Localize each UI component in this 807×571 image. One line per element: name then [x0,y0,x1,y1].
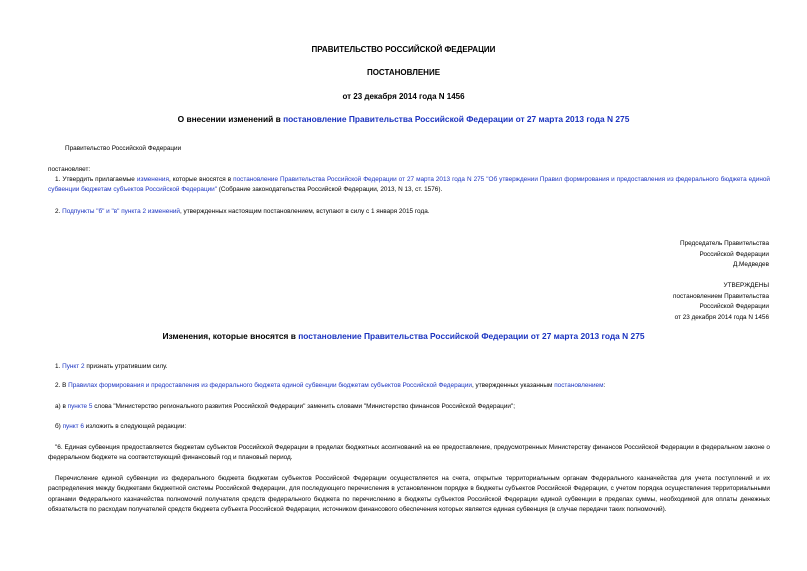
change-1 [55,362,168,372]
item-1-link-resolution[interactable]: постановление Правительства Российской Федерации от 27 марта 2013 года N 275 "Об утверждении Правил формирования и предоставления из федерального бюджета единой субвенции бюджетам субъектов Российской Федерации" [48,176,770,194]
change-2b [55,422,186,432]
approved-by: постановлением Правительства [673,292,769,300]
change-2b-text-b: изложить в следующей редакции: [83,423,187,430]
item-1-text-c: (Собрание законодательства Российской Федерации, 2013, N 13, ст. 1576). [217,186,443,194]
change-2 [55,381,605,391]
decides-text: постановляет: [48,166,91,173]
title-prefix: О внесении изменений в [177,114,284,124]
approved-label: УТВЕРЖДЕНЫ [723,282,769,289]
approved-block [673,281,769,323]
document-title [0,114,807,124]
change-2b-text-a: б) [55,423,63,430]
document-date-number: от 23 декабря 2014 года N 1456 [342,92,465,101]
signature-block [680,239,769,271]
government-heading: ПРАВИТЕЛЬСТВО РОССИЙСКОЙ ФЕДЕРАЦИИ [311,45,496,54]
change-2-text-c: : [603,382,606,389]
item-1-text-a: 1. Утвердить прилагаемые [55,176,137,183]
quote-paragraph-1: "6. Единая субвенция предоставляется бюджетам субъектов Российской Федерации в пределах бюджетных ассигнований на ее предоставление, предусмотренных Министерству финансов Российской Федерации в федеральном законе о федеральном бюджете на соответствующий финансовый год и плановый период. [48,444,770,462]
change-2-text-a: 2. В [55,382,69,389]
changes-title-link[interactable]: постановление Правительства Российской Федерации от 27 марта 2013 года N 275 [298,331,645,341]
quote-paragraph-2: Перечисление единой субвенции из федерального бюджета бюджетам субъектов Российской Федерации осуществляется на счета, открытые территориальным органам Федерального казначейства для учета поступлений и их распределения между бюджетами бюджетной системы Российской Федерации, для последующего перечисления в установленном порядке в бюджеты субъектов Российской Федерации, с учетом порядка осуществления территориальными органами Федерального казначейства полномочий получателя средств федерального бюджета по перечислению в бюджеты субъектов Российской Федерации единой субвенции в пределах суммы, необходимой для оплаты денежных обязательств по расходам получателей средств бюджета субъекта Российской Федерации, источником финансового обеспечения которых является единая субвенция (в случае передачи таких полномочий). [48,475,770,513]
change-2-text-b: , утвержденных указанным [471,382,555,389]
item-1 [48,175,770,196]
item-2 [55,207,430,217]
signature-position: Председатель Правительства [680,240,769,247]
title-link[interactable]: постановление Правительства Российской Федерации от 27 марта 2013 года N 275 [283,114,630,124]
item-2-text-a: 2. [55,208,63,215]
change-2a [55,402,515,412]
item-1-text-b: , которые вносятся в [168,176,234,183]
change-2a-text-a: а) в [55,403,68,410]
approved-country: Российской Федерации [699,303,769,310]
signature-name: Д.Медведев [732,261,769,268]
item-2-text-b: , утвержденных настоящим постановлением, вступают в силу с 1 января 2015 года. [180,208,430,215]
signature-country: Российской Федерации [699,250,769,258]
issuer-text: Правительство Российской Федерации [65,145,182,152]
item-1-link-changes[interactable]: изменения [136,176,169,183]
change-1-text-b: признать утратившим силу. [84,363,168,370]
approved-date: от 23 декабря 2014 года N 1456 [674,313,769,321]
document-type: ПОСТАНОВЛЕНИЕ [366,68,441,77]
item-2-link[interactable]: Подпункты "б" и "в" пункта 2 изменений [62,208,180,215]
change-2-link-resolution[interactable]: постановлением [554,382,604,389]
change-2b-link[interactable]: пункт 6 [62,423,84,430]
change-2-link-rules[interactable]: Правилах формирования и предоставления из федерального бюджета единой субвенции бюджетам субъектов Российской Федерации [68,382,472,389]
change-2a-link[interactable]: пункте 5 [67,403,93,410]
changes-title [0,331,807,341]
change-2a-text-b: слова "Министерство регионального развития Российской Федерации" заменить словами "Министерство финансов Российской Федерации"; [92,403,516,410]
change-1-link[interactable]: Пункт 2 [62,363,85,370]
changes-title-prefix: Изменения, которые вносятся в [162,331,299,341]
change-1-text-a: 1. [55,363,63,370]
